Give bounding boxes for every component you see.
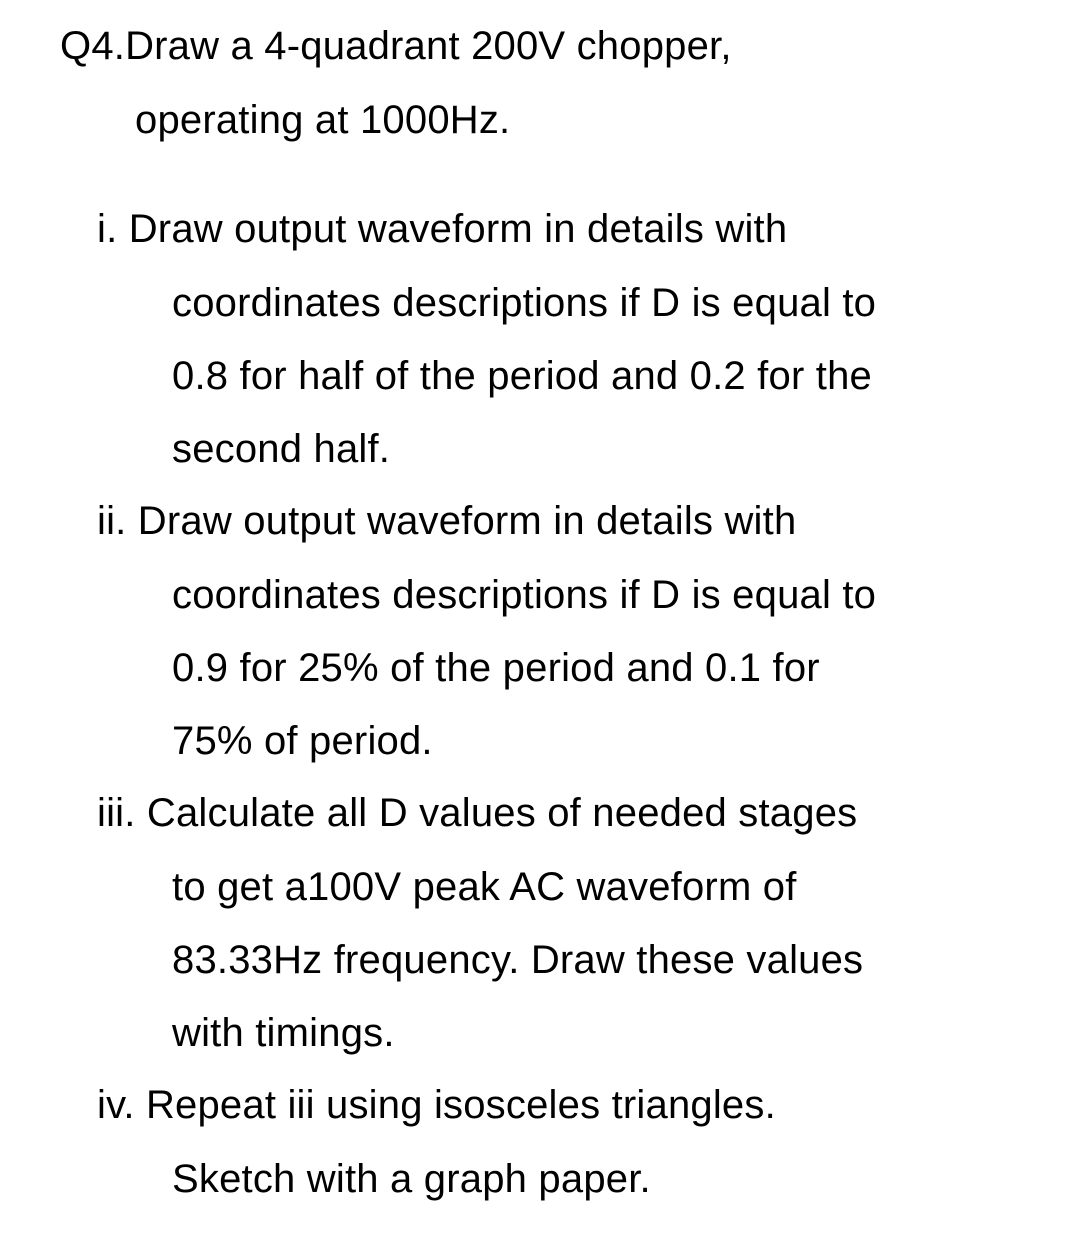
question-heading-continuation: operating at 1000Hz. — [135, 98, 511, 142]
part-i-line: second half. — [172, 427, 391, 471]
part-ii-line: 0.9 for 25% of the period and 0.1 for — [172, 646, 820, 690]
part-ii-line: 75% of period. — [172, 719, 433, 763]
part-i-label-line: i. Draw output waveform in details with — [97, 207, 788, 251]
question-heading: Q4.Draw a 4-quadrant 200V chopper, — [60, 24, 732, 68]
part-iv-line: Sketch with a graph paper. — [172, 1157, 651, 1201]
part-iii-line: with timings. — [172, 1011, 395, 1055]
part-ii-line: coordinates descriptions if D is equal to — [172, 573, 877, 617]
part-ii-label-line: ii. Draw output waveform in details with — [97, 499, 797, 543]
part-iii-line: to get a100V peak AC waveform of — [172, 865, 797, 909]
part-i-line: coordinates descriptions if D is equal to — [172, 281, 877, 325]
part-iii-line: 83.33Hz frequency. Draw these values — [172, 938, 864, 982]
part-iii-label-line: iii. Calculate all D values of needed stages — [97, 791, 858, 835]
part-iv-label-line: iv. Repeat iii using isosceles triangles. — [97, 1083, 776, 1127]
part-i-line: 0.8 for half of the period and 0.2 for the — [172, 354, 872, 398]
